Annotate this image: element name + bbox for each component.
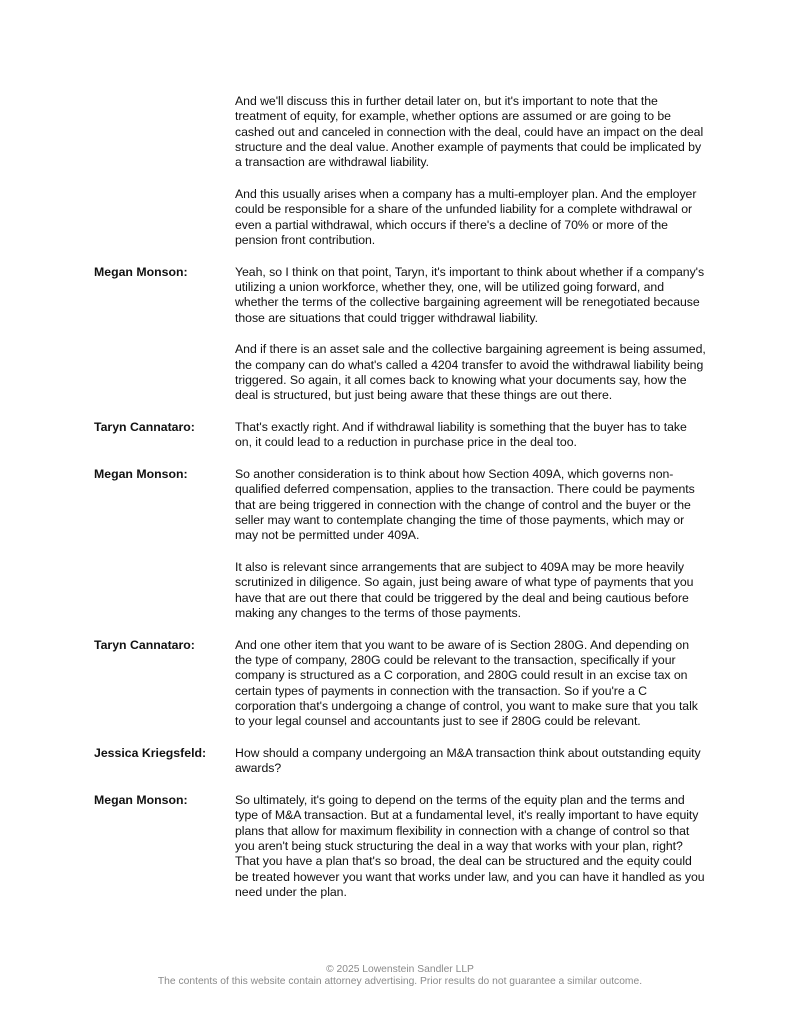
transcript-entry: [0, 420, 800, 451]
transcript-body: [0, 94, 800, 917]
transcript-entry: [0, 94, 800, 248]
speaker-name: Taryn Cannataro:: [94, 637, 195, 652]
transcript-entry: [0, 265, 800, 404]
transcript-paragraph: And one other item that you want to be aware of is Section 280G. And depending on the type of company, 280G could be relevant to the transaction, specifically if your company is structured as a C corporation, and 280G could result in an excise tax on certain types of payments in connection with the transaction. So if you're a C corporation that's undergoing a change of control, you want to make sure that you talk to your legal counsel and accountants just to see if 280G could be relevant.: [235, 637, 698, 729]
transcript-paragraph: So another consideration is to think about how Section 409A, which governs non-qualified deferred compensation, applies to the transaction. There could be payments that are being triggered in connection with the change of control and the buyer or the seller may want to contemplate changing the time of those payments, which may or may not be permitted under 409A.: [235, 467, 695, 543]
footer-disclaimer: The contents of this website contain attorney advertising. Prior results do not guarantee a similar outcome.: [157, 976, 643, 987]
transcript-entry: [0, 638, 800, 730]
transcript-paragraph: Yeah, so I think on that point, Taryn, it's important to think about whether if a company's utilizing a union workforce, whether they, one, will be utilized going forward, and whether the terms of the collective bargaining agreement will be renegotiated because those are situations that could trigger withdrawal liability.: [235, 264, 705, 325]
transcript-paragraph: How should a company undergoing an M&A transaction think about outstanding equity awards?: [235, 746, 701, 776]
transcript-paragraph: So ultimately, it's going to depend on the terms of the equity plan and the terms and type of M&A transaction. But at a fundamental level, it's really important to have equity plans that allow for maximum flexibility in connection with a change of control so that you aren't being stuck structuring the deal in a way that works with your plan, right? That you have a plan that's so broad, the deal can be structured and the equity could be treated however you want that works under law, and you can have it handled as you need under the plan.: [235, 793, 705, 899]
speaker-name: Megan Monson:: [94, 793, 188, 808]
speaker-name: Megan Monson:: [94, 264, 188, 279]
transcript-paragraph: That's exactly right. And if withdrawal liability is something that the buyer has to take on, it could lead to a reduction in purchase price in the deal too.: [235, 420, 687, 450]
transcript-entry: [0, 746, 800, 777]
speaker-name: Jessica Kriegsfeld:: [94, 746, 207, 761]
transcript-paragraph: And this usually arises when a company has a multi-employer plan. And the employer could be responsible for a share of the unfunded liability for a complete withdrawal or even a partial withdrawal, which occurs if there's a decline of 70% or more of the pension front contribution.: [235, 186, 697, 247]
speaker-name: Taryn Cannataro:: [94, 420, 195, 435]
transcript-paragraph: And if there is an asset sale and the collective bargaining agreement is being assumed, the company can do what's called a 4204 transfer to avoid the withdrawal liability being triggered. So again, it all comes back to knowing what your documents say, how the deal is structured, but just being aware that these things are out there.: [235, 342, 706, 403]
transcript-paragraph: And we'll discuss this in further detail later on, but it's important to note that the treatment of equity, for example, whether options are assumed or are going to be cashed out and canceled in connection with the deal, could have an impact on the deal structure and the deal value. Another example of payments that could be implicated by a transaction are withdrawal liability.: [235, 94, 704, 170]
transcript-entry: [0, 793, 800, 900]
footer-copyright: © 2025 Lowenstein Sandler LLP: [326, 964, 474, 975]
transcript-entry: [0, 467, 800, 621]
speaker-name: Megan Monson:: [94, 467, 188, 482]
transcript-paragraph: It also is relevant since arrangements that are subject to 409A may be more heavily scrutinized in diligence. So again, just being aware of what type of payments that you have that are out there that could be triggered by the deal and being cautious before making any changes to the terms of those payments.: [235, 560, 694, 621]
